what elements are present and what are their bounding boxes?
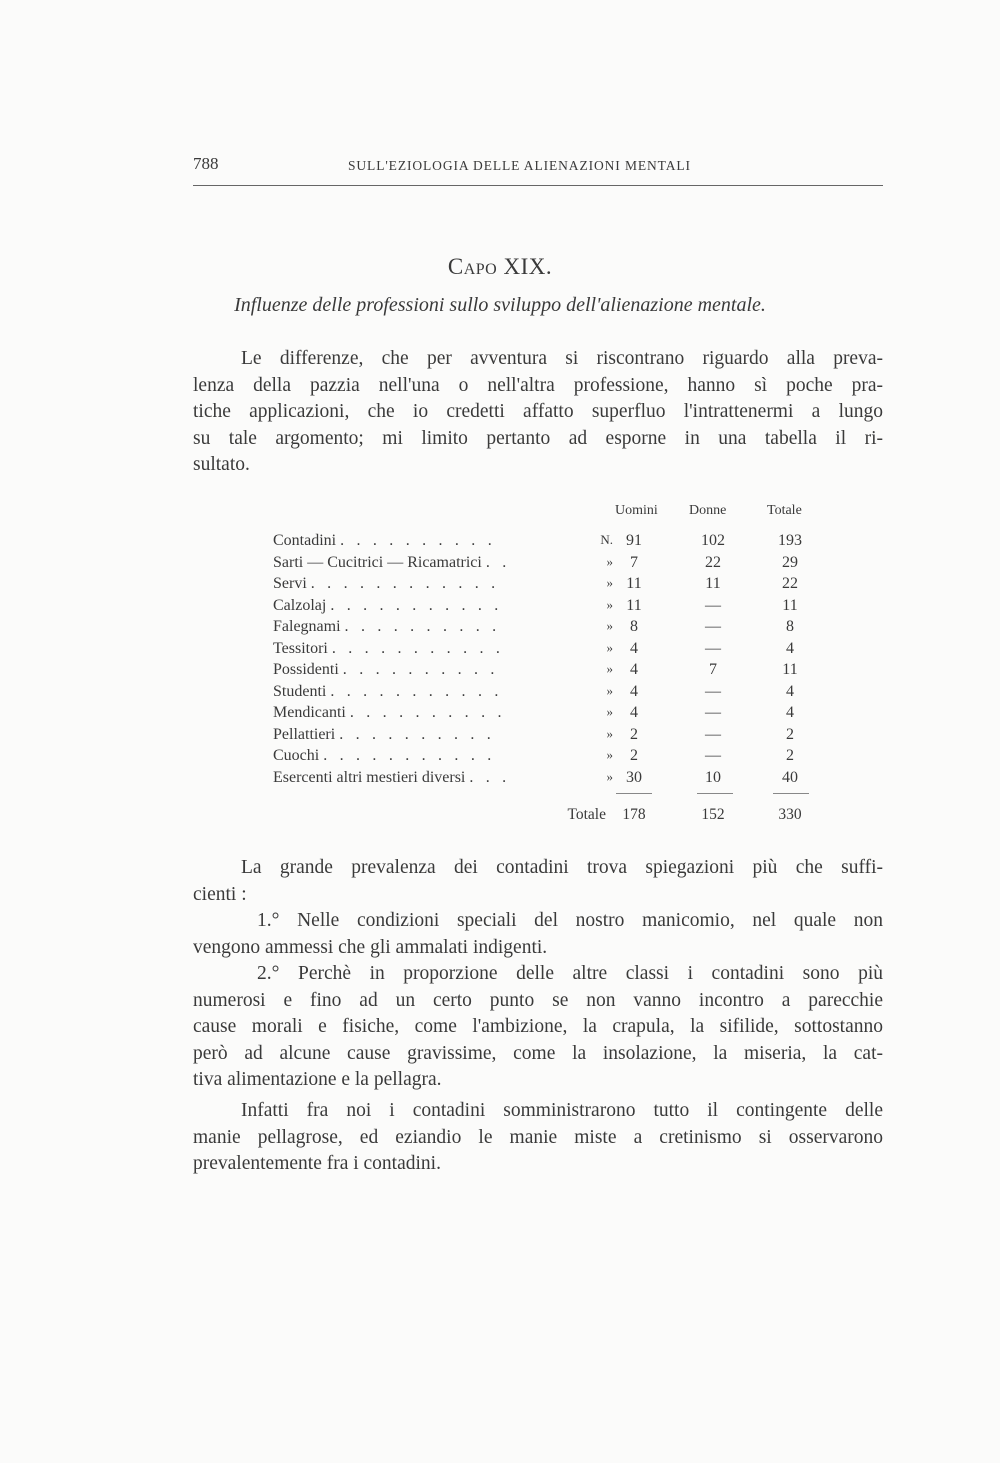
cell-donne: 102 — [701, 532, 725, 549]
total-totale: 330 — [778, 806, 802, 823]
leader-dots: . . . . . . . . . . — [339, 725, 496, 743]
leader-dots: . . . . . . . . . . — [349, 704, 506, 721]
paragraph-line: su tale argomento; mi limito pertanto ad esporne in una tabella il ri- — [193, 427, 883, 449]
running-title: SULL'EZIOLOGIA DELLE ALIENAZIONI MENTALI — [348, 158, 691, 173]
header-donne: Donne — [689, 503, 727, 518]
paragraph-point-1 — [193, 908, 883, 961]
cell-donne: 10 — [705, 768, 721, 786]
paragraph-line: numerosi e fino ad un certo punto se non vanno incontro a parecchie — [193, 989, 883, 1011]
cell-totale: 193 — [778, 532, 802, 549]
cell-uomini: 4 — [630, 704, 638, 721]
cell-uomini: 7 — [630, 553, 638, 571]
row-label: Pellattieri — [273, 725, 336, 743]
paragraph-line: Le differenze, che per avventura si riscontrano riguardo alla preva- — [241, 348, 883, 369]
row-mark: » — [606, 768, 613, 784]
row-label: Servi — [273, 575, 307, 592]
cell-donne: — — [705, 704, 721, 721]
cell-donne: 7 — [709, 661, 717, 678]
row-label: Sarti — Cucitrici — Ricamatrici — [273, 553, 482, 571]
row-mark: » — [606, 575, 613, 590]
paragraph-line: tiva alimentazione e la pellagra. — [193, 1069, 442, 1090]
row-label: Tessitori — [273, 639, 328, 657]
table-row — [273, 597, 833, 618]
leader-dots: . . . . . . . . . . . — [323, 747, 496, 764]
row-mark: N. — [600, 532, 613, 547]
row-label: Contadini — [273, 532, 337, 549]
cell-uomini: 2 — [630, 747, 638, 764]
row-mark: » — [606, 553, 613, 569]
intro-paragraph — [193, 346, 883, 479]
row-label: Falegnami — [273, 618, 341, 635]
paragraph-line: Infatti fra noi i contadini somministrarono tutto il contingente delle — [241, 1100, 883, 1121]
paragraph-line: tiche applicazioni, che io credetti affatto superfluo l'intrattenermi a lungo — [193, 401, 883, 422]
leader-dots: . . . . . . . . . . — [342, 661, 499, 678]
row-label: Possidenti — [273, 661, 339, 678]
row-mark: » — [606, 704, 613, 719]
cell-donne: — — [705, 725, 721, 743]
row-mark: » — [606, 596, 613, 612]
paragraph-line: vengono ammessi che gli ammalati indigenti. — [193, 936, 548, 958]
row-label: Cuochi — [273, 747, 320, 764]
row-mark: » — [606, 661, 613, 676]
table-row — [273, 532, 833, 553]
cell-uomini: 11 — [626, 596, 642, 614]
paragraph-line: però ad alcune cause gravissime, come la insolazione, la miseria, la cat- — [193, 1042, 883, 1064]
chapter-number: XIX. — [503, 254, 553, 279]
row-mark: » — [606, 747, 613, 762]
table-row — [273, 661, 833, 682]
cell-totale: 22 — [782, 575, 798, 592]
paragraph-point-2 — [193, 961, 883, 1094]
cell-uomini: 2 — [630, 725, 638, 743]
cell-uomini: 4 — [630, 639, 638, 657]
sum-rule-totale — [773, 793, 809, 794]
table-row — [273, 618, 833, 639]
header-uomini: Uomini — [615, 503, 658, 518]
cell-totale: 2 — [786, 725, 794, 743]
cell-uomini: 91 — [626, 532, 642, 549]
cell-totale: 40 — [782, 768, 798, 786]
header-rule — [193, 185, 883, 186]
paragraph-line: manie pellagrose, ed eziandio le manie miste a cretinismo si osservarono — [193, 1126, 883, 1148]
paragraph-line: cienti : — [193, 883, 247, 905]
cell-donne: — — [705, 596, 721, 614]
chapter-subtitle: Influenze delle professioni sullo sviluppo dell'alienazione mentale. — [234, 294, 766, 316]
header-totale: Totale — [767, 503, 802, 518]
paragraph-line: sultato. — [193, 454, 250, 475]
leader-dots: . . . . . . . . . . . — [330, 596, 503, 614]
table-row — [273, 683, 833, 704]
sum-rule-uomini — [616, 793, 652, 794]
cell-donne: — — [705, 618, 721, 635]
table-row — [273, 769, 833, 790]
cell-totale: 4 — [786, 682, 794, 700]
cell-donne: — — [705, 682, 721, 700]
row-mark: » — [606, 639, 613, 655]
paragraph-line: 2.° Perchè in proporzione delle altre classi i contadini sono più — [257, 963, 883, 984]
table-row — [273, 554, 833, 575]
cell-donne: — — [705, 747, 721, 764]
cell-totale: 29 — [782, 553, 798, 571]
paragraph-line: cause morali e fisiche, come l'ambizione, la crapula, la sifilide, sottostanno — [193, 1016, 883, 1037]
table-row — [273, 726, 833, 747]
chapter-title — [0, 254, 1000, 280]
leader-dots: . . . . . . . . . . . — [330, 682, 503, 700]
cell-uomini: 8 — [630, 618, 638, 635]
row-mark: » — [606, 618, 613, 633]
leader-dots: . . . . . . . . . . — [344, 618, 501, 635]
row-label: Studenti — [273, 682, 327, 700]
total-uomini: 178 — [622, 806, 646, 823]
row-label: Esercenti altri mestieri diversi — [273, 768, 466, 786]
page-header — [193, 154, 883, 184]
totals-row — [273, 806, 833, 828]
paragraph-line: La grande prevalenza dei contadini trova spiegazioni più che suffi- — [241, 857, 883, 878]
page-number: 788 — [193, 154, 219, 173]
leader-dots: . . . . . . . . . . — [340, 532, 496, 549]
leader-dots: . . . . . . . . . . . . — [310, 575, 500, 592]
cell-uomini: 4 — [630, 682, 638, 700]
table-row — [273, 640, 833, 661]
table-row — [273, 575, 833, 596]
paragraph-infatti — [193, 1098, 883, 1178]
row-mark: » — [606, 725, 613, 741]
row-mark: » — [606, 682, 613, 698]
cell-uomini: 30 — [626, 768, 642, 786]
paragraph-line: 1.° Nelle condizioni speciali del nostro manicomio, nel quale non — [257, 910, 883, 931]
row-label: Calzolaj — [273, 596, 327, 614]
cell-totale: 11 — [782, 596, 798, 614]
cell-donne: 22 — [705, 553, 721, 571]
cell-uomini: 11 — [626, 575, 642, 592]
table-row — [273, 747, 833, 768]
total-donne: 152 — [701, 806, 725, 823]
leader-dots: . . . — [469, 768, 511, 786]
cell-totale: 8 — [786, 618, 794, 635]
cell-totale: 4 — [786, 704, 794, 721]
cell-totale: 4 — [786, 639, 794, 657]
cell-uomini: 4 — [630, 661, 638, 678]
paragraph-line: lenza della pazzia nell'una o nell'altra professione, hanno sì poche pra- — [193, 374, 883, 396]
cell-totale: 11 — [782, 661, 798, 678]
leader-dots: . . . . . . . . . . . — [331, 639, 505, 657]
paragraph-line: prevalentemente fra i contadini. — [193, 1153, 441, 1174]
paragraph-prevalence — [193, 855, 883, 908]
row-label: Mendicanti — [273, 704, 346, 721]
cell-donne: — — [705, 639, 721, 657]
cell-totale: 2 — [786, 747, 794, 764]
leader-dots: . . — [485, 553, 511, 571]
sum-rule-donne — [697, 793, 733, 794]
table-row — [273, 704, 833, 725]
cell-donne: 11 — [705, 575, 721, 592]
totals-label: Totale — [567, 806, 606, 823]
chapter-label: Capo — [447, 254, 498, 279]
